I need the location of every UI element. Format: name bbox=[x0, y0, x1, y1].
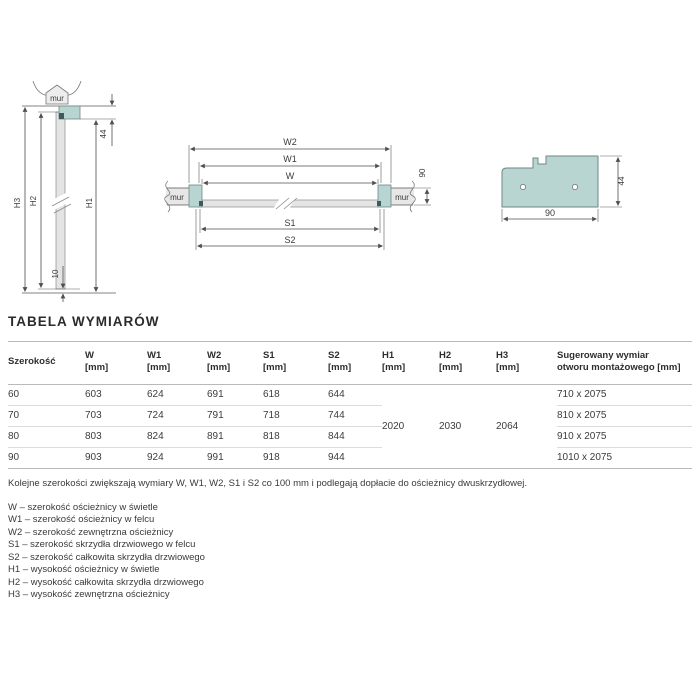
cell-w2: 791 bbox=[207, 405, 263, 426]
header-unit: [mm] bbox=[328, 362, 352, 374]
header-label: Szerokość bbox=[8, 356, 56, 368]
cell-w1: 924 bbox=[147, 452, 164, 464]
legend-item: S1 – szerokość skrzydła drzwiowego w felcu bbox=[8, 539, 196, 551]
header-unit: [mm] bbox=[85, 362, 109, 374]
table-footnote: Kolejne szerokości zwiększają wymiary W, W1, W2, S1 i S2 co 100 mm i podlegają dopłacie do ościeżnicy dwuskrzydłowej. bbox=[8, 477, 528, 489]
screw-hole bbox=[520, 184, 525, 189]
cell-h2-merged: 2030 bbox=[439, 420, 462, 432]
dim-label-s1: S1 bbox=[284, 218, 296, 228]
legend-item: H3 – wysokość zewnętrzna ościeżnicy bbox=[8, 589, 170, 601]
header-unit: [mm] bbox=[496, 362, 520, 374]
frame-rabbet bbox=[377, 201, 381, 206]
dim-label-10: 10 bbox=[51, 269, 60, 279]
vertical-section-diagram bbox=[13, 81, 116, 302]
header-unit: [mm] bbox=[207, 362, 231, 374]
header-unit: [mm] bbox=[263, 362, 287, 374]
dimensions-table bbox=[8, 341, 692, 469]
header-label: H1 bbox=[382, 350, 395, 361]
header-label: S2 bbox=[328, 350, 340, 361]
cell-szerokosc: 90 bbox=[8, 452, 20, 464]
header-label: W1 bbox=[147, 350, 162, 361]
cell-w1: 624 bbox=[147, 384, 207, 405]
screw-hole bbox=[572, 184, 577, 189]
column-header-w1 bbox=[147, 342, 207, 385]
header-label: Sugerowany wymiar bbox=[557, 350, 649, 361]
dim-label-profile-44: 44 bbox=[617, 176, 626, 186]
cell-w2: 991 bbox=[207, 452, 224, 464]
column-header-s1 bbox=[263, 342, 328, 385]
cell-szerokosc: 80 bbox=[8, 426, 85, 447]
header-label: W2 bbox=[207, 350, 222, 361]
cell-w1: 824 bbox=[147, 426, 207, 447]
cell-w: 603 bbox=[85, 384, 147, 405]
dimensions-section bbox=[8, 314, 692, 602]
profile-diagram bbox=[502, 156, 626, 222]
cell-w2: 691 bbox=[207, 384, 263, 405]
technical-drawings bbox=[0, 0, 700, 312]
column-header-szerokosc bbox=[8, 342, 85, 385]
cell-s1: 718 bbox=[263, 405, 328, 426]
cell-h3-merged: 2064 bbox=[496, 420, 519, 432]
wall-label-left: mur bbox=[170, 193, 184, 202]
column-header-h3 bbox=[496, 342, 557, 385]
cell-otwor: 1010 x 2075 bbox=[557, 452, 613, 464]
header-unit: [mm] bbox=[382, 362, 406, 374]
cell-szerokosc: 60 bbox=[8, 384, 85, 405]
cell-otwor: 910 x 2075 bbox=[557, 426, 692, 447]
legend-item: W2 – szerokość zewnętrzna ościeżnicy bbox=[8, 526, 174, 538]
cell-w2: 891 bbox=[207, 426, 263, 447]
column-header-h2 bbox=[439, 342, 496, 385]
header-unit: [mm] bbox=[439, 362, 463, 374]
dim-label-w2: W2 bbox=[283, 137, 297, 147]
dim-label-w: W bbox=[285, 171, 295, 181]
header-unit: otworu montażowego [mm] bbox=[557, 362, 681, 374]
header-label: W bbox=[85, 350, 94, 361]
wall-label-right: mur bbox=[395, 193, 409, 202]
legend-item: W – szerokość ościeżnicy w świetle bbox=[8, 501, 158, 513]
legend-item: H2 – wysokość całkowita skrzydła drzwiowego bbox=[8, 576, 204, 588]
header-row bbox=[8, 342, 692, 385]
legend-item: H1 – wysokość ościeżnicy w świetle bbox=[8, 564, 160, 576]
cell-s2: 644 bbox=[328, 384, 382, 405]
cell-s2: 744 bbox=[328, 405, 382, 426]
column-header-s2 bbox=[328, 342, 382, 385]
cell-otwor: 710 x 2075 bbox=[557, 384, 692, 405]
legend-item: S2 – szerokość całkowita skrzydła drzwiowego bbox=[8, 551, 205, 563]
header-label: S1 bbox=[263, 350, 275, 361]
cell-s1: 918 bbox=[263, 452, 280, 464]
table-row bbox=[8, 384, 692, 405]
dim-label-90: 90 bbox=[418, 168, 427, 178]
column-header-w2 bbox=[207, 342, 263, 385]
cell-w1: 724 bbox=[147, 405, 207, 426]
horizontal-section-diagram bbox=[165, 137, 431, 250]
header-label: H2 bbox=[439, 350, 452, 361]
column-header-h1 bbox=[382, 342, 439, 385]
dim-label-h1: H1 bbox=[85, 197, 94, 209]
column-header-w bbox=[85, 342, 147, 385]
dim-label-h2: H2 bbox=[29, 195, 38, 207]
cell-s1: 818 bbox=[263, 426, 328, 447]
header-unit: [mm] bbox=[147, 362, 171, 374]
cell-szerokosc: 70 bbox=[8, 405, 85, 426]
table-row bbox=[8, 447, 692, 468]
cell-w: 703 bbox=[85, 405, 147, 426]
cell-w: 903 bbox=[85, 452, 102, 464]
frame-profile-shape bbox=[502, 156, 598, 207]
column-header-otwor bbox=[557, 342, 692, 385]
cell-s1: 618 bbox=[263, 384, 328, 405]
header-label: H3 bbox=[496, 350, 509, 361]
cell-s2: 944 bbox=[328, 452, 345, 464]
cell-w: 803 bbox=[85, 426, 147, 447]
dimension-legend bbox=[8, 502, 692, 602]
wall-label: mur bbox=[50, 94, 64, 103]
dim-label-44: 44 bbox=[99, 129, 108, 139]
frame-rabbet bbox=[199, 201, 203, 206]
legend-item: W1 – szerokość ościeżnicy w felcu bbox=[8, 514, 155, 526]
cell-s2: 844 bbox=[328, 426, 382, 447]
table-title: TABELA WYMIARÓW bbox=[8, 314, 160, 329]
dim-label-h3: H3 bbox=[13, 197, 22, 209]
table-row bbox=[8, 405, 692, 426]
dim-label-profile-90: 90 bbox=[544, 208, 556, 218]
frame-head-rabbet bbox=[59, 113, 64, 119]
dim-label-w1: W1 bbox=[283, 154, 297, 164]
table-row bbox=[8, 426, 692, 447]
cell-otwor: 810 x 2075 bbox=[557, 405, 692, 426]
dim-label-s2: S2 bbox=[284, 235, 296, 245]
cell-h1-merged: 2020 bbox=[382, 420, 405, 432]
